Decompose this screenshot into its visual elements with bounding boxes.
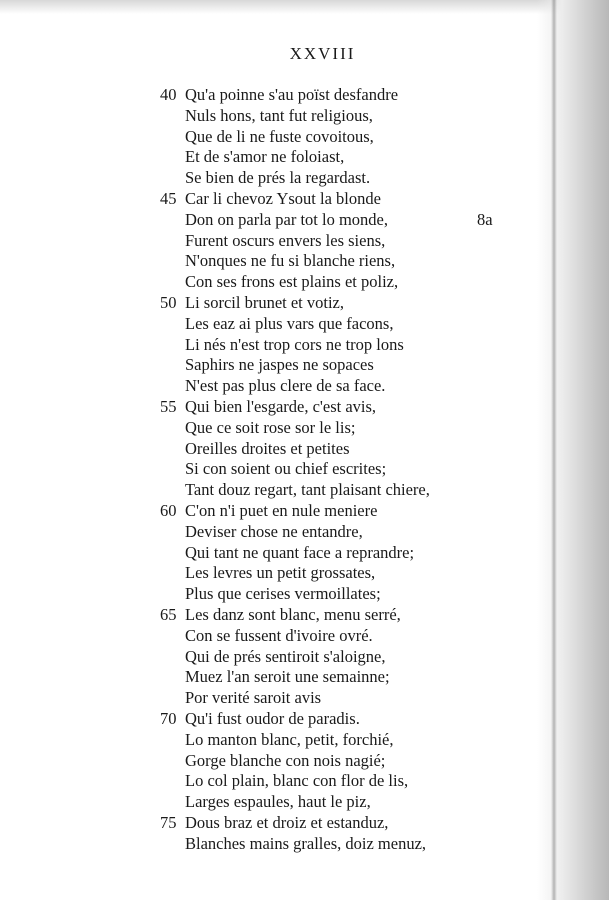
verse-line (0, 522, 609, 543)
verse-text: Furent oscurs envers les siens, (185, 230, 386, 250)
line-number: 70 (160, 708, 177, 728)
verse-line (0, 397, 609, 418)
verse-line (0, 501, 609, 522)
verse-line (0, 709, 609, 730)
verse-line (0, 626, 609, 647)
verse-line (0, 459, 609, 480)
verse-line (0, 314, 609, 335)
verse-line (0, 127, 609, 148)
verse-text: Plus que cerises vermoillates; (185, 584, 381, 604)
verse-line (0, 293, 609, 314)
line-number: 60 (160, 500, 177, 520)
verse-text: C'on n'i puet en nule meniere (185, 500, 378, 520)
verse-text: Blanches mains gralles, doiz menuz, (185, 833, 427, 853)
verse-line (0, 106, 609, 127)
verse-text: Por verité saroit avis (185, 688, 322, 708)
verse-text: Nuls hons, tant fut religious, (185, 105, 373, 125)
verse-line (0, 771, 609, 792)
verse-line (0, 584, 609, 605)
verse-text: Qui de prés sentiroit s'aloigne, (185, 646, 386, 666)
verse-text: N'onques ne fu si blanche riens, (185, 251, 396, 271)
line-number: 75 (160, 812, 177, 832)
verse-text: Car li chevoz Ysout la blonde (185, 188, 381, 208)
verse-text: Li nés n'est trop cors ne trop lons (185, 334, 404, 354)
verse-text: Con se fussent d'ivoire ovré. (185, 625, 373, 645)
verse-text: Oreilles droites et petites (185, 438, 350, 458)
verse-line (0, 688, 609, 709)
verse-line (0, 813, 609, 834)
verse-line (0, 418, 609, 439)
verse-text: Don on parla par tot lo monde, (185, 209, 388, 229)
verse-text: Que de li ne fuste covoitous, (185, 126, 374, 146)
verse-line (0, 335, 609, 356)
page-title: XXVIII (289, 44, 356, 63)
verse-text: Deviser chose ne entandre, (185, 521, 363, 541)
line-number: 45 (160, 188, 177, 208)
verse-text: Qui bien l'esgarde, c'est avis, (185, 396, 377, 416)
verse-text: Qu'i fust oudor de paradis. (185, 708, 360, 728)
verse-text: Les eaz ai plus vars que facons, (185, 313, 394, 333)
verse-text: Muez l'an seroit une semainne; (185, 667, 390, 687)
line-number: 50 (160, 292, 177, 312)
verse-line (0, 85, 609, 106)
verse-text: Tant douz regart, tant plaisant chiere, (185, 480, 430, 500)
verse-line (0, 605, 609, 626)
verse-text: Qui tant ne quant face a reprandre; (185, 542, 415, 562)
verse-line (0, 189, 609, 210)
line-number: 40 (160, 85, 177, 104)
verse-line (0, 355, 609, 376)
line-number: 65 (160, 604, 177, 624)
verse-line (0, 543, 609, 564)
verse-line (0, 168, 609, 189)
verse-text: Se bien de prés la regardast. (185, 168, 371, 188)
verse-text: Con ses frons est plains et poliz, (185, 272, 399, 292)
verse-line (0, 480, 609, 501)
verse-line (0, 834, 609, 855)
verse-line (0, 563, 609, 584)
verse-line (0, 439, 609, 460)
verse-text: Li sorcil brunet et votiz, (185, 292, 344, 312)
verse-text: Saphirs ne jaspes ne sopaces (185, 355, 374, 375)
verse-line (0, 210, 609, 231)
verse-text: Gorge blanche con nois nagié; (185, 750, 386, 770)
verse-text: Lo manton blanc, petit, forchié, (185, 729, 394, 749)
verse-text: Et de s'amor ne foloiast, (185, 147, 345, 167)
verse-text: Lo col plain, blanc con flor de lis, (185, 771, 409, 791)
verse-line (0, 730, 609, 751)
verse-line (0, 147, 609, 168)
verse-text: Qu'a poinne s'au poïst desfandre (185, 85, 399, 104)
folio-marker: 8a (477, 209, 493, 229)
verse-text: Dous braz et droiz et estanduz, (185, 812, 389, 832)
verse-line (0, 376, 609, 397)
verse-block (0, 85, 609, 854)
verse-line (0, 792, 609, 813)
verse-text: Larges espaules, haut le piz, (185, 792, 371, 812)
verse-line (0, 231, 609, 252)
line-number: 55 (160, 396, 177, 416)
verse-text: N'est pas plus clere de sa face. (185, 376, 386, 396)
verse-text: Que ce soit rose sor le lis; (185, 417, 356, 437)
verse-line (0, 272, 609, 293)
verse-text: Si con soient ou chief escrites; (185, 459, 387, 479)
verse-text: Les danz sont blanc, menu serré, (185, 604, 401, 624)
verse-line (0, 751, 609, 772)
verse-line (0, 251, 609, 272)
verse-text: Les levres un petit grossates, (185, 563, 376, 583)
page-top-shading (0, 0, 609, 14)
verse-line (0, 667, 609, 688)
verse-line (0, 647, 609, 668)
